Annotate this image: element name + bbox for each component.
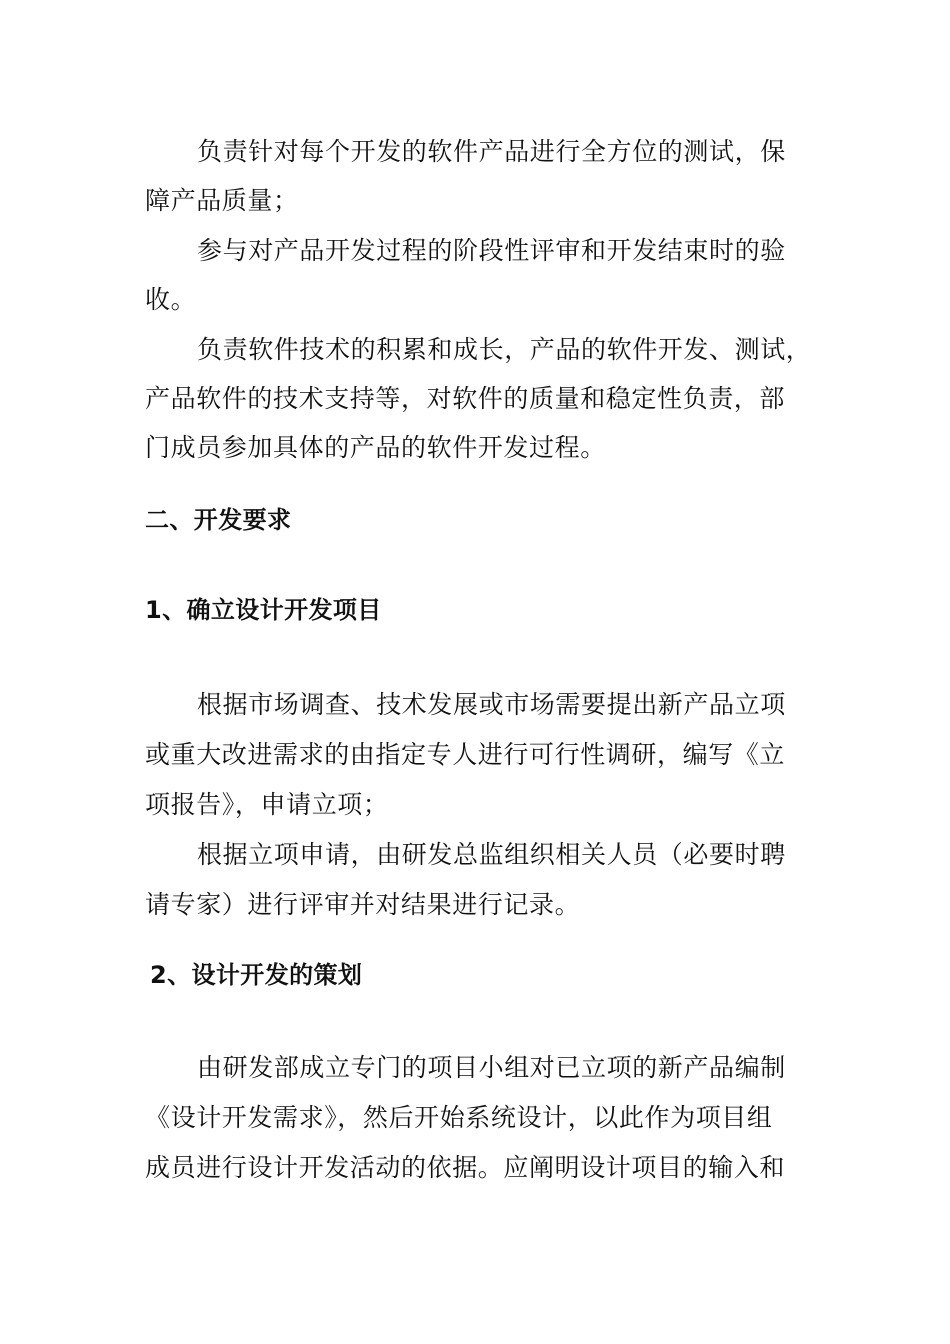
paragraph-6-line-1: 由研发部成立专门的项目小组对已立项的新产品编制 (197, 1053, 786, 1082)
paragraph-5-line-1: 根据立项申请，由研发总监组织相关人员（必要时聘 (197, 840, 786, 869)
paragraph-6-line-3: 成员进行设计开发活动的依据。应阐明设计项目的输入和 (145, 1153, 786, 1182)
paragraph-1-line-2: 障产品质量； (145, 186, 299, 215)
paragraph-3-line-1: 负责软件技术的积累和成长，产品的软件开发、测试， (197, 335, 812, 364)
paragraph-3-line-2: 产品软件的技术支持等，对软件的质量和稳定性负责，部 (145, 384, 786, 413)
paragraph-4-line-3: 项报告》，申请立项； (145, 790, 389, 819)
section-heading-development-requirements: 二、开发要求 (145, 506, 292, 534)
subheading-design-planning: 2、设计开发的策划 (150, 961, 363, 989)
paragraph-1-line-1: 负责针对每个开发的软件产品进行全方位的测试，保 (197, 137, 786, 166)
paragraph-6-line-2: 《设计开发需求》，然后开始系统设计，以此作为项目组 (145, 1103, 773, 1132)
paragraph-4-line-2: 或重大改进需求的由指定专人进行可行性调研，编写《立 (145, 740, 786, 769)
paragraph-2-line-1: 参与对产品开发过程的阶段性评审和开发结束时的验 (197, 236, 786, 265)
paragraph-2-line-2: 收。 (145, 285, 197, 314)
subheading-establish-project: 1、确立设计开发项目 (145, 596, 382, 624)
paragraph-4-line-1: 根据市场调查、技术发展或市场需要提出新产品立项 (197, 690, 786, 719)
paragraph-5-line-2: 请专家）进行评审并对结果进行记录。 (145, 890, 581, 919)
paragraph-3-line-3: 门成员参加具体的产品的软件开发过程。 (145, 433, 606, 462)
